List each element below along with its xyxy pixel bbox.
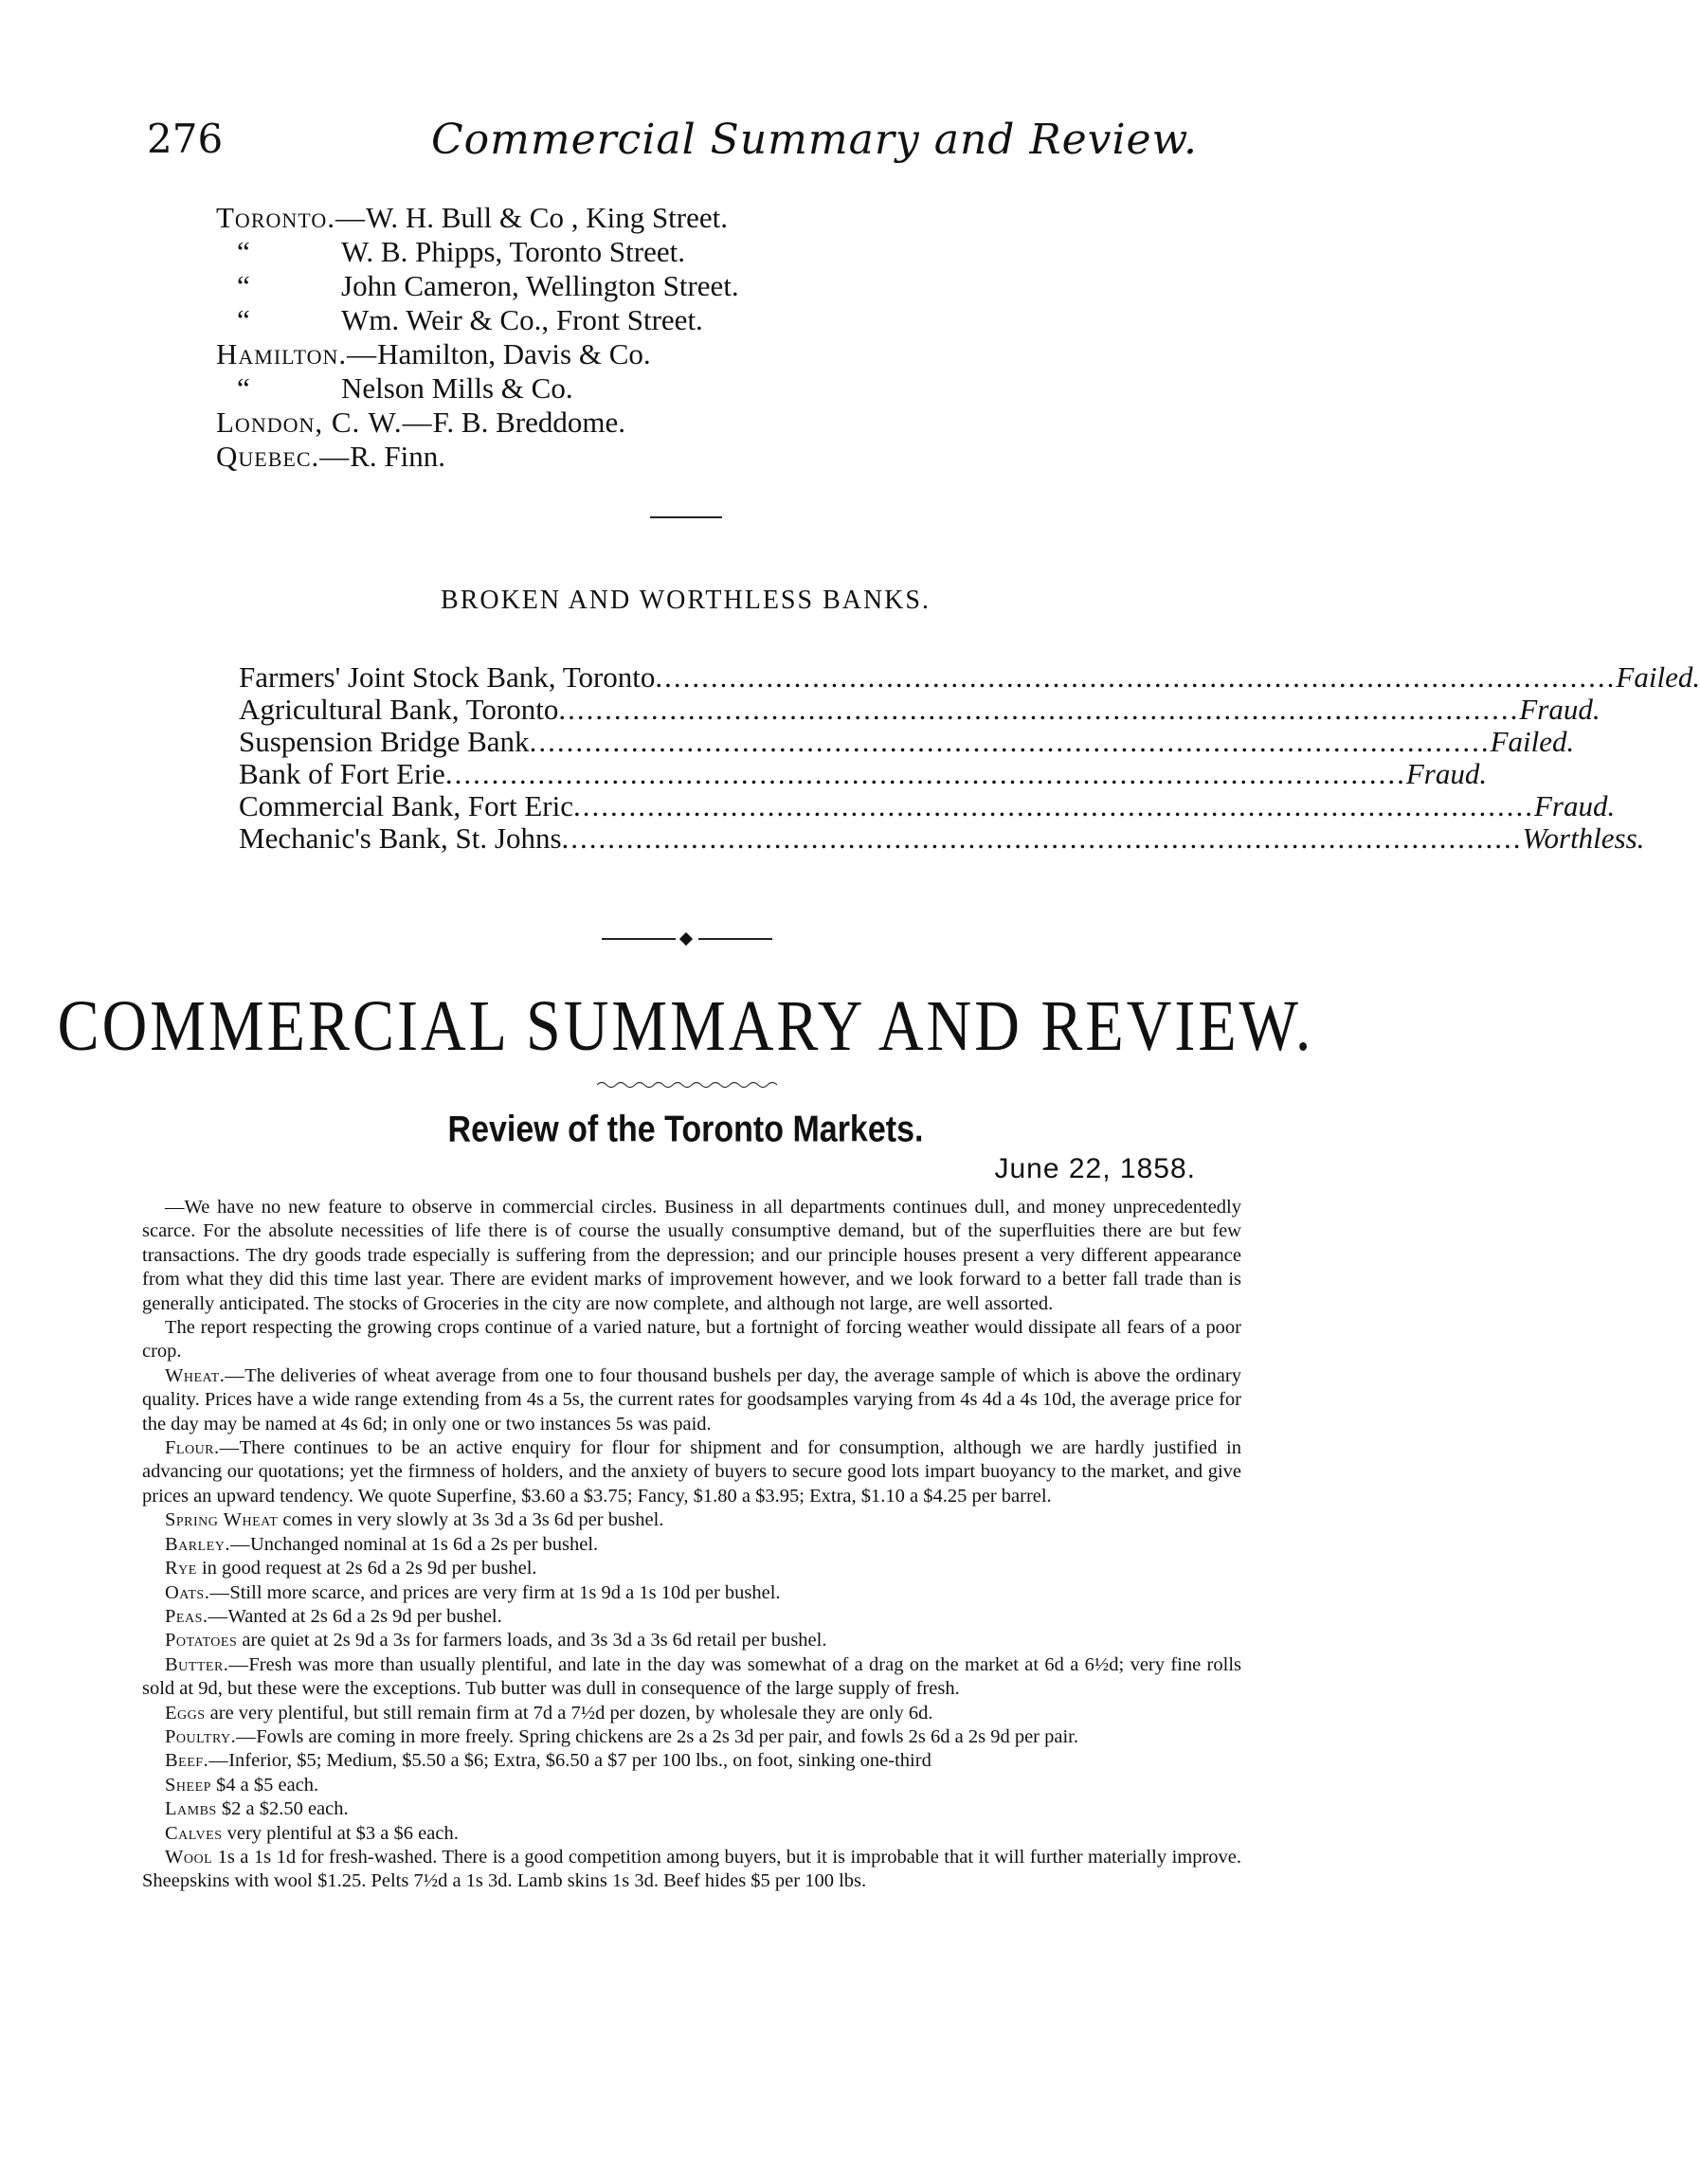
agent-name: Nelson Mills & Co. — [341, 371, 573, 405]
leader-dots: ........................................................................................................ — [444, 757, 1406, 790]
leader-dots: ........................................................................................................ — [561, 821, 1523, 855]
agents-list — [216, 201, 739, 474]
market-lead: Sheep — [165, 1774, 211, 1796]
squiggle-rule-icon — [597, 1080, 777, 1090]
market-item — [142, 1605, 1241, 1629]
agent-city: “ — [237, 371, 250, 405]
bank-status: Failed. — [1490, 725, 1575, 758]
agent-line — [216, 303, 739, 337]
market-lead: Flour.— — [165, 1437, 240, 1459]
agent-city: London, C. W.— — [216, 406, 433, 439]
market-text: comes in very slowly at 3s 3d a 3s 6d per bushel. — [282, 1509, 664, 1531]
market-item — [142, 1508, 1241, 1532]
bank-name: Bank of Fort Erie — [239, 757, 445, 790]
leader-dots: ........................................................................................................ — [558, 693, 1520, 726]
bank-row — [239, 789, 1616, 822]
market-text: 1s a 1s 1d for fresh-washed. There is a good competition among buyers, but it is improbable that it will further materially improve. Sheepskins with wool $1.25. Pelts 7½d a 1s 3d. Lamb skins 1s 3d. Beef hides $5 per 100 lbs. — [142, 1846, 1242, 1892]
ornament-line-left — [602, 938, 676, 940]
bank-name: Mechanic's Bank, St. Johns — [239, 821, 562, 855]
market-lead: Beef.— — [165, 1750, 229, 1772]
market-item — [142, 1629, 1241, 1652]
market-item — [142, 1846, 1241, 1894]
market-text: Fresh was more than usually plentiful, and late in the day was somewhat of a drag on the market at 6d a 6½d; very fine rolls sold at 9d, but these were the exceptions. Tub butter was dull in consequence of the large supply of fresh. — [142, 1653, 1241, 1700]
agent-city: “ — [237, 269, 250, 302]
agent-name: W. B. Phipps, Toronto Street. — [341, 235, 685, 268]
market-text: are quiet at 2s 9d a 3s for farmers loads, and 3s 3d a 3s 6d retail per bushel. — [242, 1630, 827, 1652]
running-title: Commercial Summary and Review. — [431, 116, 1199, 164]
market-lead: Wheat.— — [165, 1364, 245, 1386]
agent-line — [216, 269, 739, 303]
agent-city: “ — [237, 303, 250, 336]
market-text: Still more scarce, and prices are very firm at 1s 9d a 1s 10d per bushel. — [229, 1581, 781, 1603]
market-lead: Lambs — [165, 1798, 217, 1820]
bank-status: Fraud. — [1533, 789, 1616, 822]
agent-name: John Cameron, Wellington Street. — [341, 269, 739, 302]
broken-banks-list — [239, 660, 1700, 855]
agent-line — [216, 235, 739, 269]
market-item — [142, 1557, 1241, 1580]
market-lead: Peas.— — [165, 1605, 228, 1627]
bank-row — [239, 757, 1488, 790]
bank-status: Fraud. — [1519, 693, 1601, 726]
sub-title: Review of the Toronto Markets. — [447, 1109, 924, 1150]
market-lead: Oats.— — [165, 1581, 230, 1603]
agent-city: Hamilton.— — [216, 337, 378, 370]
bank-status: Failed. — [1616, 660, 1700, 694]
leader-dots: ........................................................................................................ — [572, 789, 1534, 822]
market-lead: Potatoes — [165, 1630, 238, 1652]
market-lead: Poultry.— — [165, 1725, 257, 1747]
market-lead: Eggs — [165, 1702, 206, 1724]
ornament-line-right — [698, 938, 772, 940]
intro-paragraph: —We have no new feature to observe in commercial circles. Business in all departments continues dull, and money unprecedentedly scarce. For the absolute necessities of life there is of course the usually consumptive demand, but of the superfluities there are but few transactions. The dry goods trade especially is suffering from the depression; and our principle houses present a very different appearance from what they did this time last year. There are evident marks of improvement however, and we look forward to a better fall trade than is generally anticipated. The stocks of Groceries in the city are now complete, and although not large, are well assorted. — [142, 1197, 1241, 1314]
market-text: in good request at 2s 6d a 2s 9d per bushel. — [201, 1558, 537, 1579]
agent-line — [216, 201, 739, 235]
broken-banks-heading: BROKEN AND WORTHLESS BANKS. — [441, 586, 931, 615]
bank-status: Fraud. — [1405, 757, 1488, 790]
section-divider — [650, 516, 722, 518]
agent-name: F. B. Breddome. — [432, 406, 625, 439]
agent-line — [216, 406, 739, 440]
market-item — [142, 1581, 1241, 1605]
bank-status: Worthless. — [1522, 821, 1645, 855]
market-lead: Barley.— — [165, 1533, 250, 1555]
bank-row — [239, 693, 1601, 726]
bank-name: Suspension Bridge Bank — [239, 725, 530, 758]
agent-city: Quebec.— — [216, 440, 351, 473]
agent-name: R. Finn. — [350, 440, 446, 473]
market-lead: Butter.— — [165, 1653, 249, 1675]
market-lead: Rye — [165, 1558, 197, 1579]
bank-name: Commercial Bank, Fort Eric — [239, 789, 573, 822]
bank-name: Agricultural Bank, Toronto — [239, 693, 559, 726]
market-text: Inferior, $5; Medium, $5.50 a $6; Extra, $6.50 a $7 per 100 lbs., on foot, sinking one-third — [228, 1750, 931, 1772]
market-item — [142, 1725, 1241, 1749]
main-title: COMMERCIAL SUMMARY AND REVIEW. — [57, 986, 1314, 1067]
market-item — [142, 1533, 1241, 1557]
agent-line — [216, 337, 739, 371]
market-text: Wanted at 2s 6d a 2s 9d per bushel. — [227, 1605, 502, 1627]
market-lead: Calves — [165, 1822, 223, 1844]
market-text: are very plentiful, but still remain firm at 7d a 7½d per dozen, by wholesale they are only 6d. — [209, 1702, 933, 1724]
market-text: Fowls are coming in more freely. Spring chickens are 2s a 2s 3d per pair, and fowls 2s 6d a 2s 9d per pair. — [256, 1725, 1078, 1747]
market-text: $2 a $2.50 each. — [221, 1798, 349, 1820]
ornament-diamond-icon — [679, 932, 693, 946]
market-text: There continues to be an active enquiry for flour for shipment and for consumption, although we are hardly justified in advancing our quotations; yet the firmness of holders, and the anxiety of buyers to secure good lots impart buoyancy to the market, and give prices an upward tendency. We quote Superfine, $3.60 a $3.75; Fancy, $1.80 a $3.95; Extra, $1.10 a $4.25 per barrel. — [142, 1437, 1241, 1507]
bank-row — [239, 660, 1700, 694]
agent-name: Hamilton, Davis & Co. — [377, 337, 651, 370]
dateline: June 22, 1858. — [994, 1153, 1196, 1184]
agent-city: “ — [237, 235, 250, 268]
market-item — [142, 1749, 1241, 1773]
market-lead: Spring Wheat — [165, 1509, 279, 1531]
running-head — [147, 116, 1237, 172]
agent-line — [216, 371, 739, 406]
ornament-divider — [602, 933, 772, 945]
market-item — [142, 1822, 1241, 1846]
market-item — [142, 1364, 1241, 1436]
bank-row — [239, 725, 1575, 758]
crops-paragraph: The report respecting the growing crops continue of a varied nature, but a fortnight of forcing weather would dissipate all fears of a poor crop. — [142, 1317, 1241, 1363]
market-item — [142, 1702, 1241, 1725]
market-item — [142, 1436, 1241, 1508]
bank-row — [239, 821, 1645, 855]
bank-name: Farmers' Joint Stock Bank, Toronto — [239, 660, 656, 694]
agent-city: Toronto.— — [216, 201, 366, 234]
market-item — [142, 1774, 1241, 1797]
page-number: 276 — [147, 116, 224, 162]
market-item — [142, 1653, 1241, 1702]
market-text: Unchanged nominal at 1s 6d a 2s per bushel. — [249, 1533, 599, 1555]
agent-name: Wm. Weir & Co., Front Street. — [341, 303, 703, 336]
agent-name: W. H. Bull & Co , King Street. — [365, 201, 729, 234]
leader-dots: ........................................................................................................ — [655, 660, 1617, 694]
market-text: $4 a $5 each. — [216, 1774, 319, 1796]
market-text: very plentiful at $3 a $6 each. — [226, 1822, 459, 1844]
market-text: The deliveries of wheat average from one to four thousand bushels per day, the average sample of which is above the ordinary quality. Prices have a wide range extending from 4s a 5s, the current rates for goodsamples varying from 4s 4d a 4s 10d, the average price for the day may be named at 4s 6d; in only one or two instances 5s was paid. — [142, 1364, 1241, 1435]
intro-text: We have no new feature to observe in commercial circles. Business in all departments continues dull, and money unprecedentedly scarce. For the absolute necessities of life there is of course the usually consumptive demand, but of the superfluities there are but few transactions. The dry goods trade especially is suffering from the depression; and our principle houses present a very different appearance from what they did this time last year. There are evident marks of improvement however, and we look forward to a better fall trade than is generally anticipated. The stocks of Groceries in the city are now complete, and although not large, are well assorted. — [142, 1197, 1241, 1314]
market-lead: Wool — [165, 1846, 213, 1868]
market-review — [142, 1196, 1241, 1894]
market-item — [142, 1797, 1241, 1821]
leader-dots: ........................................................................................................ — [529, 725, 1491, 758]
agent-line — [216, 440, 739, 474]
